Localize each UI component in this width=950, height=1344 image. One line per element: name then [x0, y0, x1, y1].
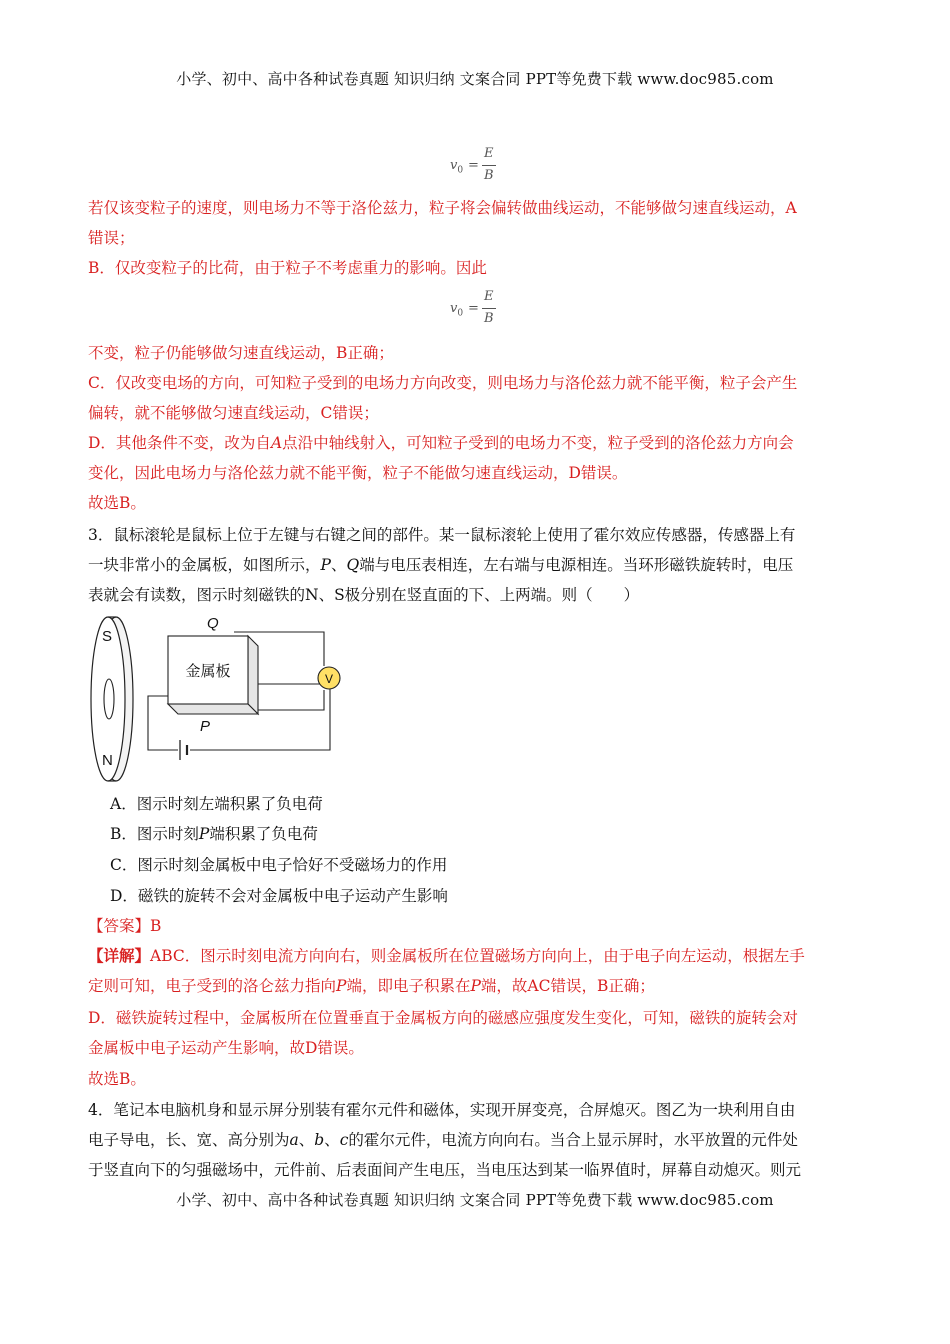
explain-d-line1: D．其他条件不变，改为自A点沿中轴线射入，可知粒子受到的电场力不变，粒子受到的洛伦兹力方向会 — [88, 434, 794, 452]
label-s: S — [102, 628, 113, 645]
q3-line2: 一块非常小的金属板，如图所示，P、Q端与电压表相连，左右端与电源相连。当环形磁铁旋转时，电压 — [88, 556, 794, 574]
option-a[interactable]: A．图示时刻左端积累了负电荷 — [110, 795, 323, 813]
explain-c-line1: C．仅改变电场的方向，可知粒子受到的电场力方向改变，则电场力与洛伦兹力就不能平衡，粒子会产生 — [88, 374, 798, 392]
formula-v0-2: $v_0$ = E B — [450, 289, 510, 333]
option-c[interactable]: C．图示时刻金属板中电子恰好不受磁场力的作用 — [110, 856, 448, 874]
explain-b-line2: 不变，粒子仍能够做匀速直线运动，B正确； — [88, 344, 394, 362]
label-p: P — [200, 718, 211, 735]
explain-d-line2: 变化，因此电场力与洛伦兹力就不能平衡，粒子不能做匀速直线运动，D错误。 — [88, 464, 628, 482]
q4-line1: 4．笔记本电脑机身和显示屏分别装有霍尔元件和磁体，实现开屏变亮，合屏熄灭。图乙为一块利用自由 — [88, 1101, 796, 1119]
plate-label: 金属板 — [185, 663, 231, 680]
option-d[interactable]: D．磁铁的旋转不会对金属板中电子运动产生影响 — [110, 887, 448, 905]
q3-line3: 表就会有读数，图示时刻磁铁的N、S极分别在竖直面的下、上两端。则（ ） — [88, 586, 640, 604]
q4-line3: 于竖直向下的匀强磁场中，元件前、后表面间产生电压，当电压达到某一临界值时，屏幕自动熄灭。则元 — [88, 1161, 802, 1179]
q3-line1: 3．鼠标滚轮是鼠标上位于左键与右键之间的部件。某一鼠标滚轮上使用了霍尔效应传感器，传感器上有 — [88, 526, 796, 544]
explain-a-line2: 错误； — [88, 229, 135, 247]
voltmeter-label: V — [324, 672, 334, 686]
q4-line2: 电子导电，长、宽、高分别为a、b、c的霍尔元件，电流方向向右。当合上显示屏时，水平放置的元件处 — [88, 1131, 798, 1149]
formula-numerator: E — [484, 146, 494, 161]
explain-a-line1: 若仅该变粒子的速度，则电场力不等于洛伦兹力，粒子将会偏转做曲线运动，不能够做匀速直线运动，A — [88, 199, 797, 217]
explain-b-line1: B．仅改变粒子的比荷，由于粒子不考虑重力的影响。因此 — [88, 259, 487, 277]
ring-magnet-hole — [104, 679, 114, 719]
formula-lhs: $v_0$ — [450, 158, 464, 176]
q3-choice: 故选B。 — [88, 1070, 146, 1088]
page-header: 小学、初中、高中各种试卷真题 知识归纳 文案合同 PPT等免费下载 www.doc985.com — [176, 70, 774, 88]
hall-sensor-figure — [86, 612, 356, 787]
explain-c-line2: 偏转，就不能够做匀速直线运动，C错误； — [88, 404, 379, 422]
q3-answer: 【答案】B — [88, 917, 162, 935]
metal-plate-bottom — [168, 704, 258, 714]
fraction-bar — [482, 165, 496, 166]
q3-detail-line1: 【详解】ABC．图示时刻电流方向向右，则金属板所在位置磁场方向向上，由于电子向左运动，根据左手 — [88, 946, 805, 965]
label-q: Q — [207, 615, 219, 632]
label-n: N — [102, 752, 113, 769]
q3-detail-line3: D．磁铁旋转过程中，金属板所在位置垂直于金属板方向的磁感应强度发生变化，可知，磁铁的旋转会对 — [88, 1009, 798, 1027]
formula-denominator: B — [484, 168, 494, 183]
metal-plate-side — [248, 636, 258, 714]
choice-prev: 故选B。 — [88, 494, 146, 512]
q3-detail-line2: 定则可知，电子受到的洛仑兹力指向P端，即电子积累在P端，故AC错误，B正确； — [88, 977, 655, 995]
option-b[interactable]: B．图示时刻P端积累了负电荷 — [110, 825, 318, 843]
formula-v0-1: $v_0$ = E B — [450, 146, 510, 190]
q3-detail-line4: 金属板中电子运动产生影响，故D错误。 — [88, 1039, 364, 1057]
page-footer: 小学、初中、高中各种试卷真题 知识归纳 文案合同 PPT等免费下载 www.doc985.com — [176, 1191, 774, 1209]
